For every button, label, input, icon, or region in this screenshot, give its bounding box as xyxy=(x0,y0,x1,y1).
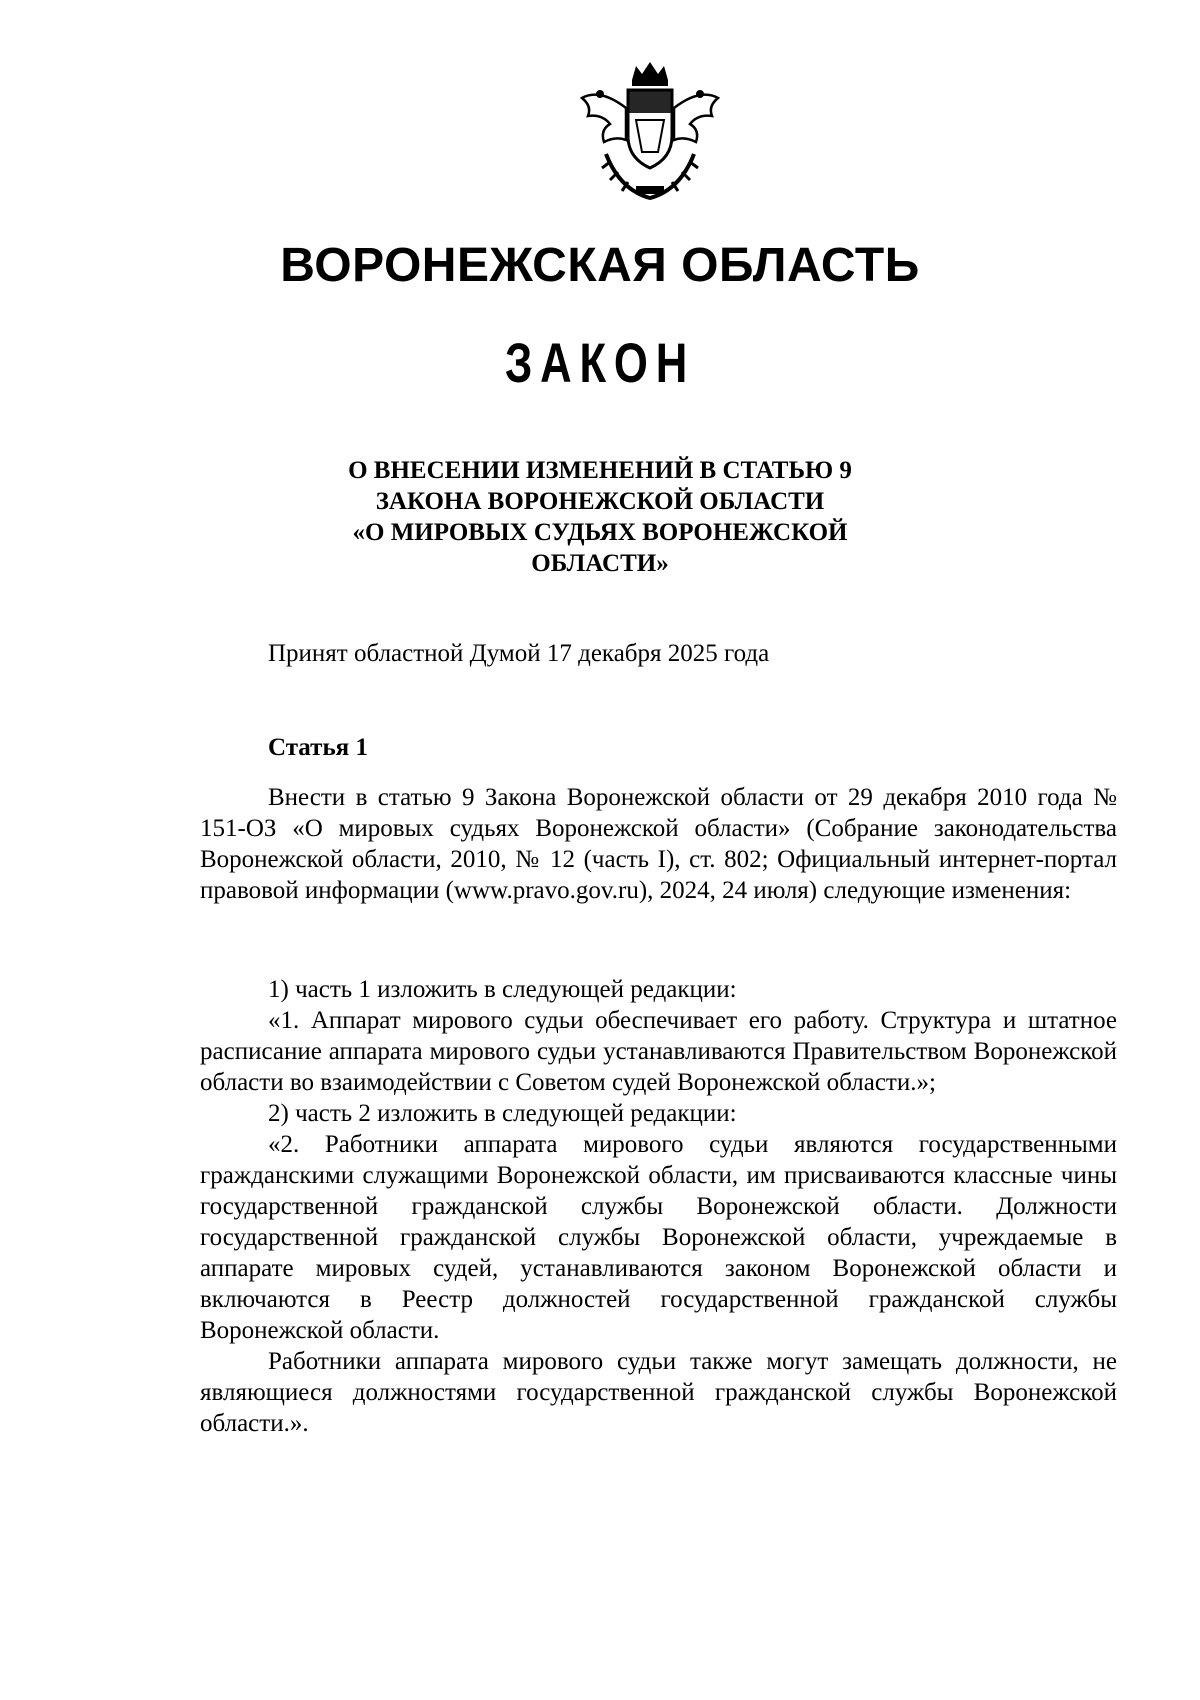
region-heading: ВОРОНЕЖСКАЯ ОБЛАСТЬ xyxy=(280,239,920,292)
article-items-block xyxy=(200,974,1117,1439)
amendment-item: 1) часть 1 изложить в следующей редакции: xyxy=(268,976,737,1003)
document-type: ЗАКОН xyxy=(504,331,696,394)
coat-of-arms-icon xyxy=(570,58,730,208)
law-title-line: «О МИРОВЫХ СУДЬЯХ ВОРОНЕЖСКОЙ xyxy=(352,519,848,546)
law-title xyxy=(250,455,950,579)
article-heading: Статья 1 xyxy=(268,734,368,761)
law-title-line: О ВНЕСЕНИИ ИЗМЕНЕНИЙ В СТАТЬЮ 9 xyxy=(348,457,852,484)
law-title-line: ОБЛАСТИ» xyxy=(531,550,669,577)
article-intro-block xyxy=(200,782,1117,906)
amendment-text: «2. Работники аппарата мирового судьи являются государственными гражданскими служащими Воронежской области, им присваиваются классные чины государственной гражданской службы Воронежской области. Должности государственной гражданской службы Воронежской области, учреждаемые в аппарате мировых судей, устанавливаются законом Воронежской области и включаются в Реестр должностей государственной гражданской службы Воронежской области. xyxy=(200,1131,1117,1344)
amendment-text: «1. Аппарат мирового судьи обеспечивает его работу. Структура и штатное расписание аппарата мирового судьи устанавливаются Правительством Воронежской области во взаимодействии с Советом судей Воронежской области.»; xyxy=(200,1007,1117,1096)
law-title-line: ЗАКОНА ВОРОНЕЖСКОЙ ОБЛАСТИ xyxy=(375,488,825,515)
adoption-date: Принят областной Думой 17 декабря 2025 года xyxy=(268,640,770,667)
amendment-item: 2) часть 2 изложить в следующей редакции: xyxy=(268,1100,737,1127)
article-intro: Внести в статью 9 Закона Воронежской области от 29 декабря 2010 года № 151-ОЗ «О мировых судьях Воронежской области» (Собрание законодательства Воронежской области, 2010, № 12 (часть I), ст. 802; Официальный интернет-портал правовой информации (www.pravo.gov.ru), 2024, 24 июля) следующие изменения: xyxy=(200,784,1117,904)
amendment-text: Работники аппарата мирового судьи также могут замещать должности, не являющиеся должностями государственной гражданской службы Воронежской области.». xyxy=(200,1348,1117,1437)
